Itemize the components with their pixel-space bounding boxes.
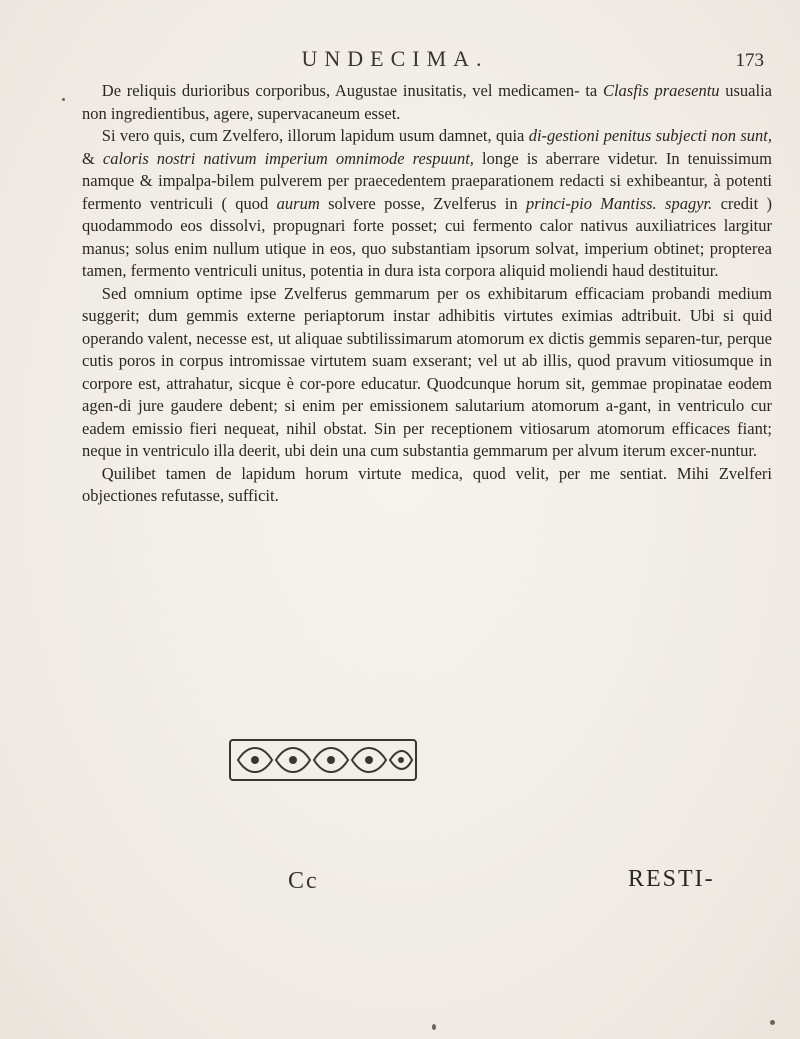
p1-text-a: De reliquis durioribus corporibus, Augustae inusitatis, vel medicamen- bbox=[101, 81, 580, 100]
p2-italic-b: di-gestioni penitus subjecti non sunt, bbox=[528, 126, 772, 145]
paper-speck bbox=[432, 1024, 436, 1030]
signature-mark: Cc bbox=[288, 868, 319, 894]
paragraph-4: Quilibet tamen de lapidum horum virtute medica, quod velit, per me sentiat. Mihi Zvelferi objectiones refutasse, sufficit. bbox=[82, 463, 772, 505]
paragraph-3: Sed omnium optime ipse Zvelferus gemmarum per os exhibitarum efficaciam probandi medium suggerit; dum gemmis externe periaptorum instar adhibitis virtutes eximias adtribuit. Ubi si quid operando valent, necesse est, ut aliquae subtilissimarum atomorum ex dictis gemmis separen-tur, perque cutis poros in corpus intromissae virtutem suam exserant; vel ut ab illis, quod pravum vitiosumque in corpore est, attrahatur, sicque è cor-pore educatur. Quodcunque horum sit, gemmae propinatae eodem agen-di jure gaudere debent; si enim per emissionem salutarium atomorum a-gant, in ventriculo cur eadem emissio fieri nequeat, nihil obstat. Sin per receptionem vitiosarum atomorum efficaces fiant; neque in ventriculo illa deerit, ubi dein una cum substantia gemmarum per alvum iterum excer-nuntur. bbox=[82, 283, 772, 460]
p2-italic-d: caloris nostri nativum imperium omnimode respuunt, bbox=[102, 148, 474, 168]
p2-text-c: & bbox=[82, 148, 95, 168]
p2-italic-h: princi-pio Mantiss. spagyr. bbox=[525, 193, 713, 213]
paper-speck bbox=[770, 1020, 775, 1025]
p2-text-i: credit ) quodammodo eos dissolvi, propugnari forte posset; cui fermento calor nativus auxiliatrices largitur manus; solus enim nullum utique in eos, quo substantiam ipsorum solvat, imperium obtinet; propterea tamen, fermento ventriculi unitus, potentia in dura ista corpora aliquid moliendi haud destituitur. bbox=[82, 193, 772, 280]
page-number: 173 bbox=[735, 50, 764, 71]
fleuron-ornament bbox=[228, 738, 418, 782]
body-text bbox=[82, 80, 772, 508]
paragraph-2 bbox=[82, 125, 772, 283]
p2-text-e: longe is aberrare videtur. In tenuissimum namque & impalpa-bilem pulverem per praecedentem praeparationem redacti si exhibeantur, à potenti fermento ventriculi ( quod bbox=[82, 148, 773, 213]
running-head: UNDECIMA. bbox=[301, 46, 489, 71]
paper-speck bbox=[62, 98, 65, 101]
p2-italic-f: aurum bbox=[276, 193, 320, 213]
p1-text-b: ta bbox=[585, 81, 598, 100]
p2-text-g: solvere posse, Zvelferus in bbox=[328, 193, 518, 213]
p1-italic: Clasfis praesentu bbox=[602, 81, 720, 100]
p1-text-d: usualia non ingredientibus, agere, supervacaneum esset. bbox=[82, 81, 772, 123]
p2-text-a: Si vero quis, cum Zvelfero, illorum lapidum usum damnet, quia bbox=[101, 126, 525, 145]
catchword: RESTI- bbox=[628, 866, 715, 892]
paragraph-1 bbox=[82, 80, 772, 125]
